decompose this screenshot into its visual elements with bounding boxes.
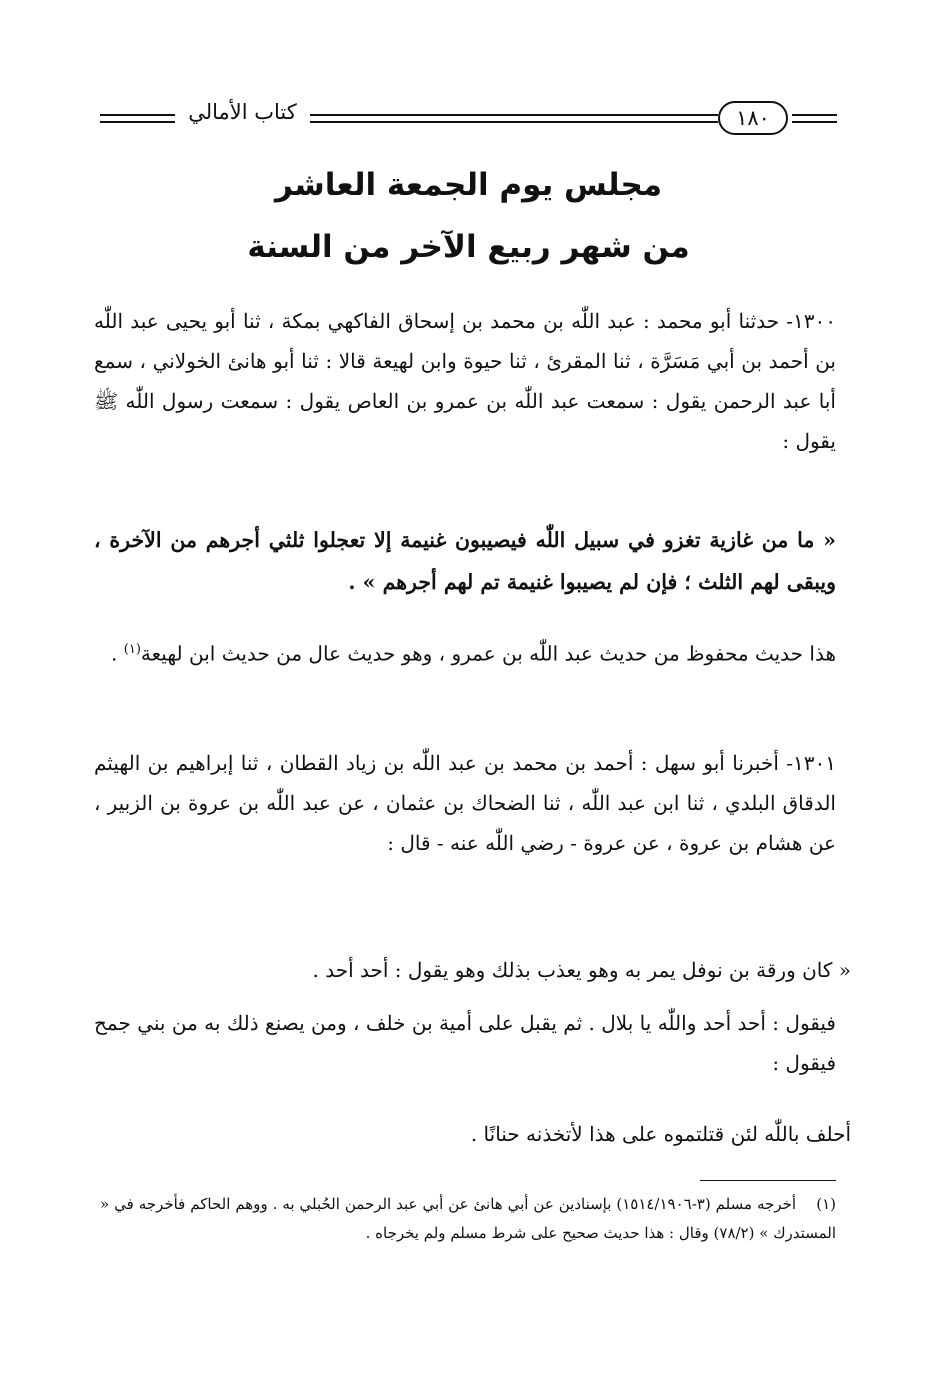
hadith-1301-matn-paragraph: فيقول : أحد أحد واللّٰه يا بلال . ثم يقبل على أمية بن خلف ، ومن يصنع ذلك به من بني جمح فيقول : — [94, 1011, 836, 1075]
session-title-line-1: مجلس يوم الجمعة العاشر — [274, 167, 663, 203]
footnote-text: أخرجه مسلم (٣-١٥١٤/١٩٠٦) بإسنادين عن أبي هانئ عن أبي عبد الرحمن الحُبلي به . ووهم الحاكم فأخرجه في « المستدرك » (٧٨/٢) وقال : هذا حديث صحيح على شرط مسلم ولم يخرجاه . — [100, 1195, 836, 1242]
footnote-number: (١) — [816, 1195, 836, 1213]
hadith-1300-comment — [94, 630, 836, 674]
hadith-1300-comment-end: . — [111, 641, 124, 666]
header-rule-middle — [310, 114, 718, 123]
session-title-line-2: من شهر ربيع الآخر من السنة — [247, 229, 690, 265]
page-number: ١٨٠ — [718, 101, 788, 135]
hadith-1301-matn-line-3: أحلف باللّٰه لئن قتلتموه على هذا لأتخذنه حنانًا . — [470, 1122, 851, 1146]
hadith-1300-comment-text: هذا حديث محفوظ من حديث عبد اللّٰه بن عمرو ، وهو حديث عال من حديث ابن لهيعة — [140, 641, 836, 666]
hadith-1301-isnad: ١٣٠١- أخبرنا أبو سهل : أحمد بن محمد بن عبد اللّٰه بن زياد القطان ، ثنا إبراهيم بن الهيثم الدقاق البلدي ، ثنا ابن عبد اللّٰه ، ثنا الضحاك بن عثمان ، عن عبد اللّٰه بن عروة بن الزبير ، عن هشام بن عروة ، عن عروة - رضي اللّٰه عنه - قال : — [94, 751, 836, 855]
header-rule-left — [100, 114, 175, 123]
hadith-1301-matn-line-1: « كان ورقة بن نوفل يمر به وهو يعذب بذلك وهو يقول : أحد أحد . — [312, 958, 851, 982]
running-header-title: كتاب الأمالي — [188, 100, 297, 124]
hadith-1300-matn: « ما من غازية تغزو في سبيل اللّٰه فيصيبون غنيمة إلا تعجلوا ثلثي أجرهم من الآخرة ، ويبقى لهم الثلث ؛ فإن لم يصيبوا غنيمة تم لهم أجرهم » . — [94, 528, 836, 594]
footnote-ref-1: (١) — [123, 642, 141, 657]
header-rule-right — [792, 114, 837, 123]
hadith-1300-isnad: ١٣٠٠- حدثنا أبو محمد : عبد اللّٰه بن محمد بن إسحاق الفاكهي بمكة ، ثنا أبو يحيى عبد اللّٰه بن أحمد بن أبي مَسَرَّة ، ثنا المقرئ ، ثنا حيوة وابن لهيعة قالا : ثنا أبو هانئ الخولاني ، سمع أبا عبد الرحمن يقول : سمعت عبد اللّٰه بن عمرو بن العاص يقول : سمعت رسول اللّٰه ﷺ يقول : — [94, 309, 836, 453]
footnote-1 — [100, 1190, 836, 1248]
footnote-separator — [700, 1180, 836, 1181]
